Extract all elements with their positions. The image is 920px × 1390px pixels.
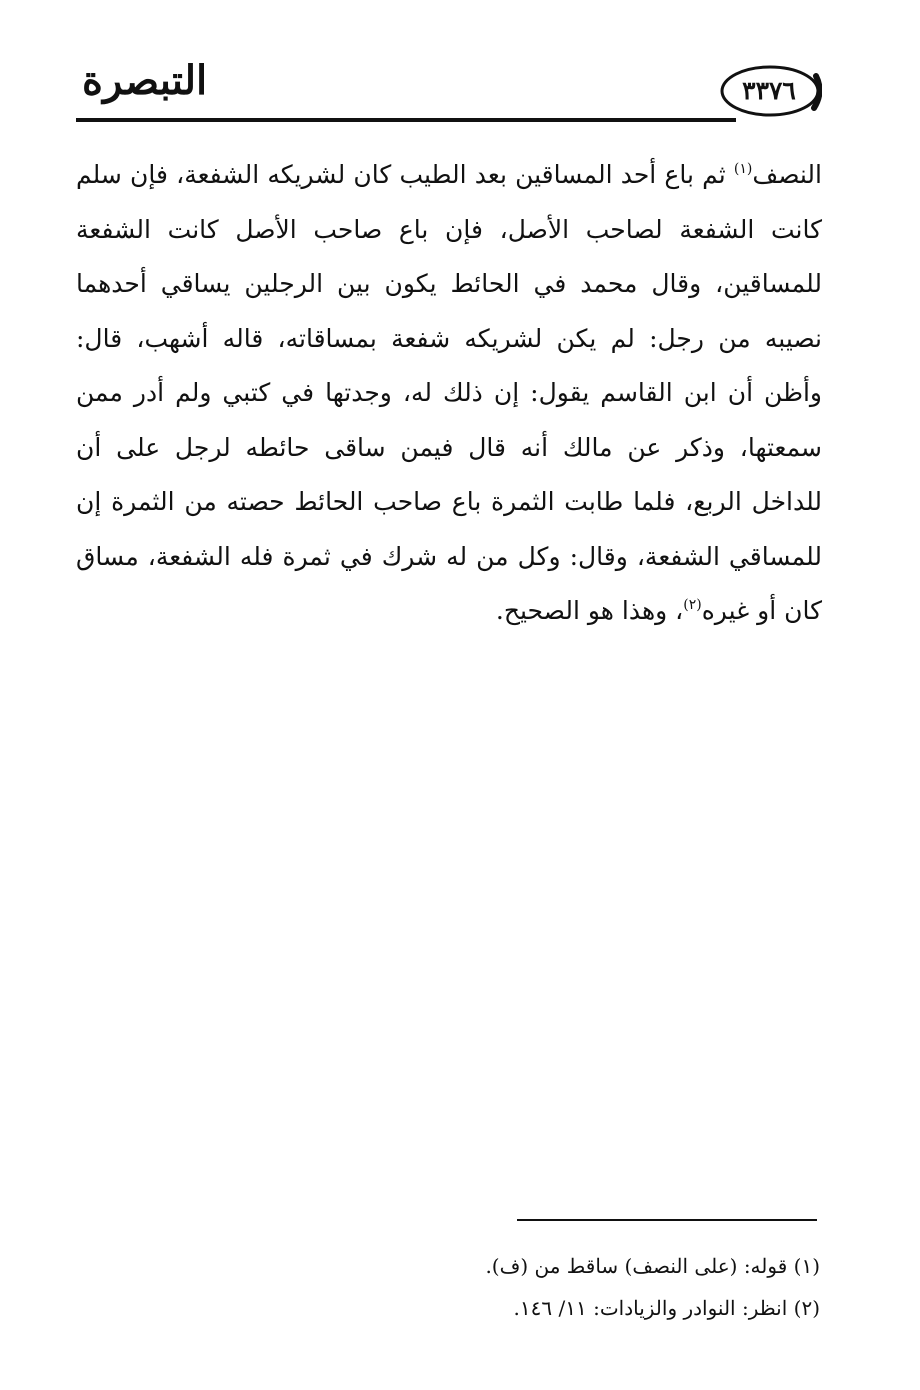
footnote-reference-1: (١) (733, 161, 753, 177)
footnotes (100, 1245, 820, 1329)
book-title: التبصرة (82, 57, 208, 104)
main-paragraph (76, 148, 822, 639)
footnote-separator (517, 1219, 817, 1221)
paragraph-part-3: ، وهذا هو الصحيح. (495, 596, 684, 625)
page-number: ٣٣٧٦ (742, 76, 796, 105)
footnote-reference-2: (٢) (683, 597, 702, 613)
page-number-frame (716, 62, 822, 122)
main-text (76, 148, 822, 639)
header-rule (76, 118, 736, 122)
page-header (76, 54, 822, 124)
footnote-2: (٢) انظر: النوادر والزيادات: ١١/ ١٤٦. (513, 1296, 820, 1320)
paragraph-part-2: ثم باع أحد المساقين بعد الطيب كان لشريكه الشفعة، فإن سلم كانت الشفعة لصاحب الأصل، فإن باع صاحب الأصل كانت الشفعة للمساقين، وقال محمد في الحائط يكون بين الرجلين يساقي أحدهما نصيبه من رجل: لم يكن لشريكه شفعة بمساقاته، قاله أشهب، قال: وأظن أن ابن القاسم يقول: إن ذلك له، وجدتها في كتبي ولم أدر ممن سمعتها، وذكر عن مالك أنه قال فيمن ساقى حائطه لرجل على أن للداخل الربع، فلما طابت الثمرة باع صاحب الحائط حصته من الثمرة إن للمساقي الشفعة، وقال: وكل من له شرك في ثمرة فله الشفعة، مساق كان أو غيره (76, 160, 822, 625)
footnote-1: (١) قوله: (على النصف) ساقط من (ف). (485, 1254, 820, 1278)
paragraph-part-1: النصف (752, 160, 822, 189)
